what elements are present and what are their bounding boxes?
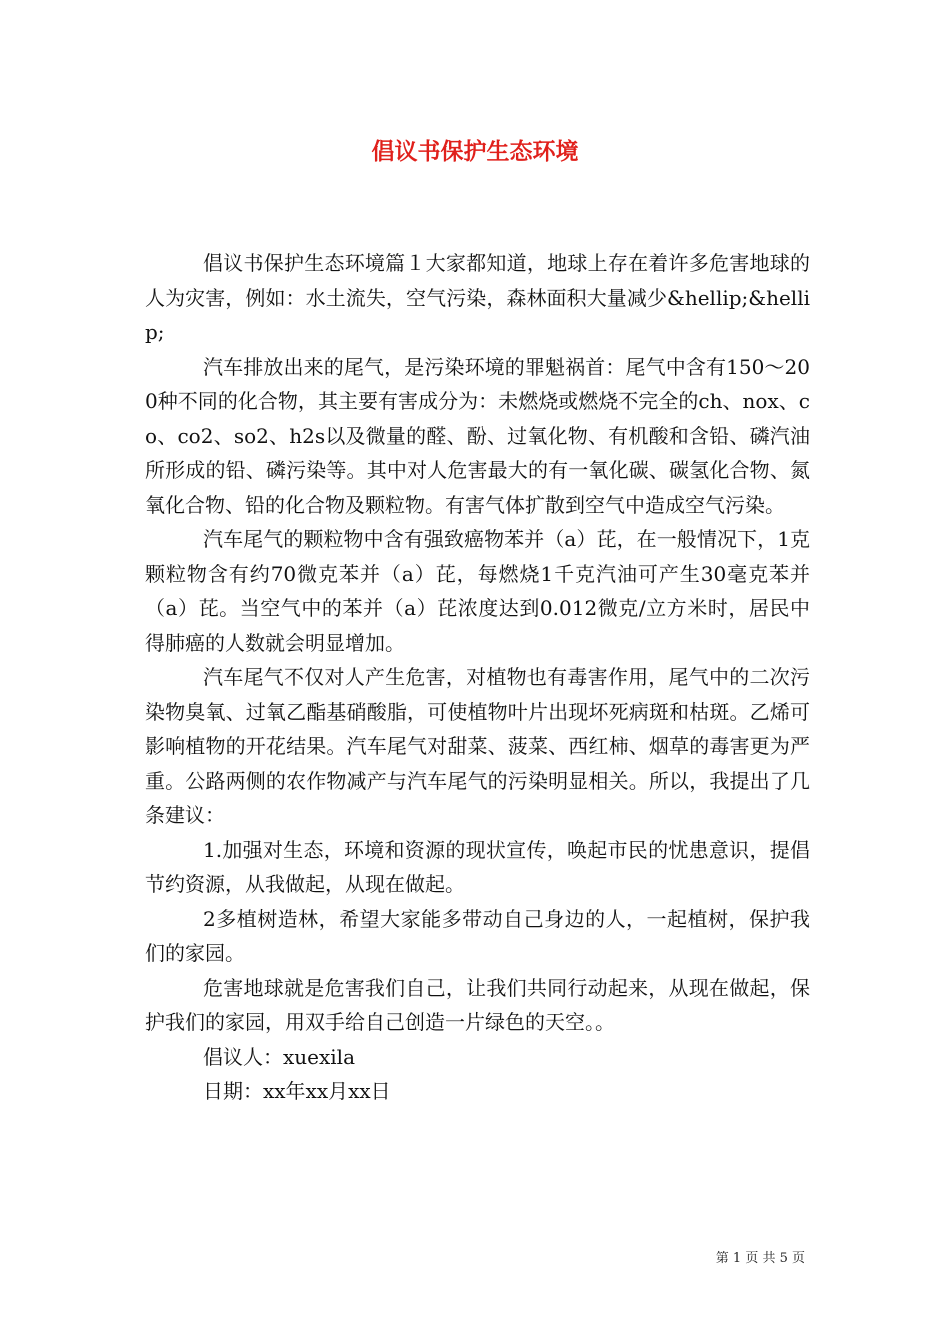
document-body xyxy=(145,246,810,1109)
paragraph: 1.加强对生态，环境和资源的现状宣传，唤起市民的忧患意识，提倡节约资源，从我做起，从现在做起。 xyxy=(145,837,810,896)
paragraph: 2多植树造林，希望大家能多带动自己身边的人，一起植树，保护我们的家园。 xyxy=(145,906,810,965)
signer-line: 倡议人：xuexila xyxy=(203,1044,355,1069)
paragraph: 倡议书保护生态环境篇１大家都知道，地球上存在着许多危害地球的人为灾害，例如：水土流失，空气污染，森林面积大量减少&hellip;&hellip; xyxy=(145,251,810,344)
paragraph: 汽车尾气不仅对人产生危害，对植物也有毒害作用，尾气中的二次污染物臭氧、过氧乙酯基硝酸脂，可使植物叶片出现坏死病斑和枯斑。乙烯可影响植物的开花结果。汽车尾气对甜菜、菠菜、西红柿、烟草的毒害更为严重。公路两侧的农作物减产与汽车尾气的污染明显相关。所以，我提出了几条建议： xyxy=(145,665,810,827)
page-title: 倡议书保护生态环境 xyxy=(371,138,579,165)
paragraph: 汽车尾气的颗粒物中含有强致癌物苯并（a）芘，在一般情况下，1克颗粒物含有约70微克苯并（a）芘，每燃烧1千克汽油可产生30毫克苯并（a）芘。当空气中的苯并（a）芘浓度达到0.012微克/立方米时，居民中得肺癌的人数就会明显增加。 xyxy=(145,527,810,655)
paragraph: 危害地球就是危害我们自己，让我们共同行动起来，从现在做起，保护我们的家园，用双手给自己创造一片绿色的天空。。 xyxy=(145,975,810,1034)
date-line: 日期：xx年xx月xx日 xyxy=(203,1079,391,1103)
page-number: 第 1 页 共 5 页 xyxy=(715,1251,805,1266)
paragraph: 汽车排放出来的尾气，是污染环境的罪魁祸首：尾气中含有150～200种不同的化合物，其主要有害成分为：未燃烧或燃烧不完全的ch、nox、co、co2、so2、h2s以及微量的醛、酚、过氧化物、有机酸和含铅、磷汽油所形成的铅、磷污染等。其中对人危害最大的有一氧化碳、碳氢化合物、氮氧化合物、铅的化合物及颗粒物。有害气体扩散到空气中造成空气污染。 xyxy=(145,354,810,517)
